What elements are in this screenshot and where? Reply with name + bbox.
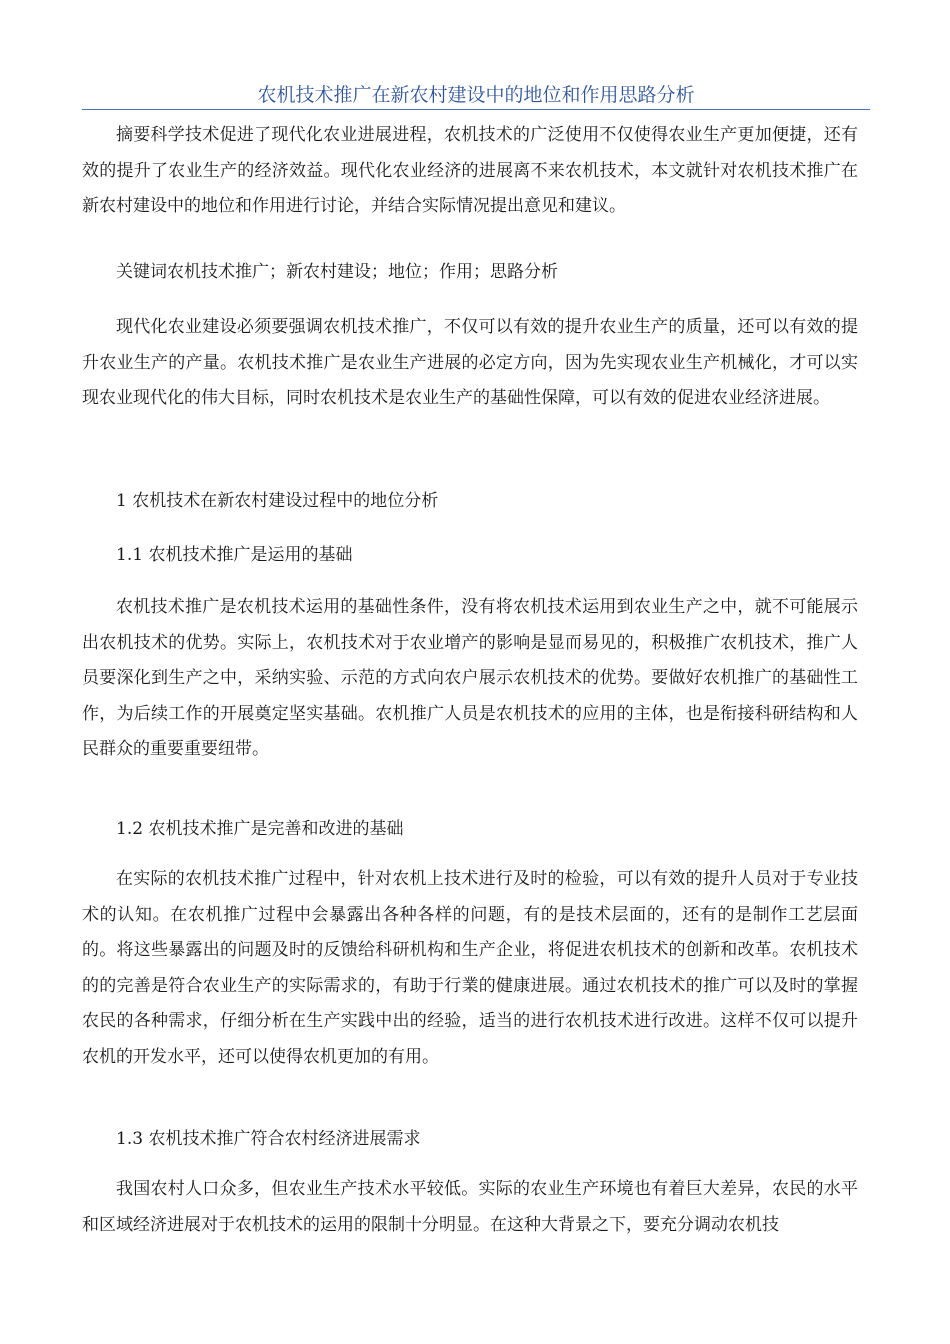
page-title: 农机技术推广在新农村建设中的地位和作用思路分析: [257, 84, 695, 106]
keywords-paragraph: 关键词农机技术推广；新农村建设；地位；作用；思路分析: [116, 262, 558, 282]
title-divider: [82, 109, 870, 110]
subsection-1-2-heading: 1.2 农机技术推广是完善和改进的基础: [116, 819, 404, 839]
subsection-1-2-body: 在实际的农机技术推广过程中，针对农机上技术进行及时的检验，可以有效的提升人员对于专业技术的认知。在农机推广过程中会暴露出各种各样的问题，有的是技术层面的，还有的是制作工艺层面的。将这些暴露出的问题及时的反馈给科研机构和生产企业，将促进农机技术的创新和改革。农机技术的的完善是符合农业生产的实际需求的，有助于行業的健康进展。通过农机技术的推广可以及时的掌握农民的各种需求，仔细分析在生产实践中出的经验，适当的进行农机技术进行改进。这样不仅可以提升农机的开发水平，还可以使得农机更加的有用。: [82, 869, 858, 1067]
abstract-paragraph: 摘要科学技术促进了现代化农业进展进程，农机技术的广泛使用不仅使得农业生产更加便捷，还有效的提升了农业生产的经济效益。现代化农业经济的进展离不来农机技术，本文就针对农机技术推广在新农村建设中的地位和作用进行讨论，并结合实际情况提出意见和建议。: [82, 125, 858, 216]
section-1-heading: 1 农机技术在新农村建设过程中的地位分析: [116, 491, 439, 511]
intro-paragraph: 现代化农业建设必须要强调农机技术推广，不仅可以有效的提升农业生产的质量，还可以有效的提升农业生产的产量。农机技术推广是农业生产进展的必定方向，因为先实现农业生产机械化，才可以实现农业现代化的伟大目标，同时农机技术是农业生产的基础性保障，可以有效的促进农业经济进展。: [82, 317, 858, 408]
subsection-1-1-body: 农机技术推广是农机技术运用的基础性条件，没有将农机技术运用到农业生产之中，就不可能展示出农机技术的优势。实际上，农机技术对于农业增产的影响是显而易见的，积极推广农机技术，推广人员要深化到生产之中，采纳实验、示范的方式向农户展示农机技术的优势。要做好农机推广的基础性工作，为后续工作的开展奠定坚实基础。农机推广人员是农机技术的应用的主体，也是衔接科研结构和人民群众的重要重要纽带。: [82, 597, 858, 759]
subsection-1-3-body: 我国农村人口众多，但农业生产技术水平较低。实际的农业生产环境也有着巨大差异，农民的水平和区域经济进展对于农机技术的运用的限制十分明显。在这种大背景之下，要充分调动农机技: [82, 1179, 858, 1235]
subsection-1-1-heading: 1.1 农机技术推广是运用的基础: [116, 545, 353, 565]
subsection-1-3-heading: 1.3 农机技术推广符合农村经济进展需求: [116, 1129, 421, 1149]
